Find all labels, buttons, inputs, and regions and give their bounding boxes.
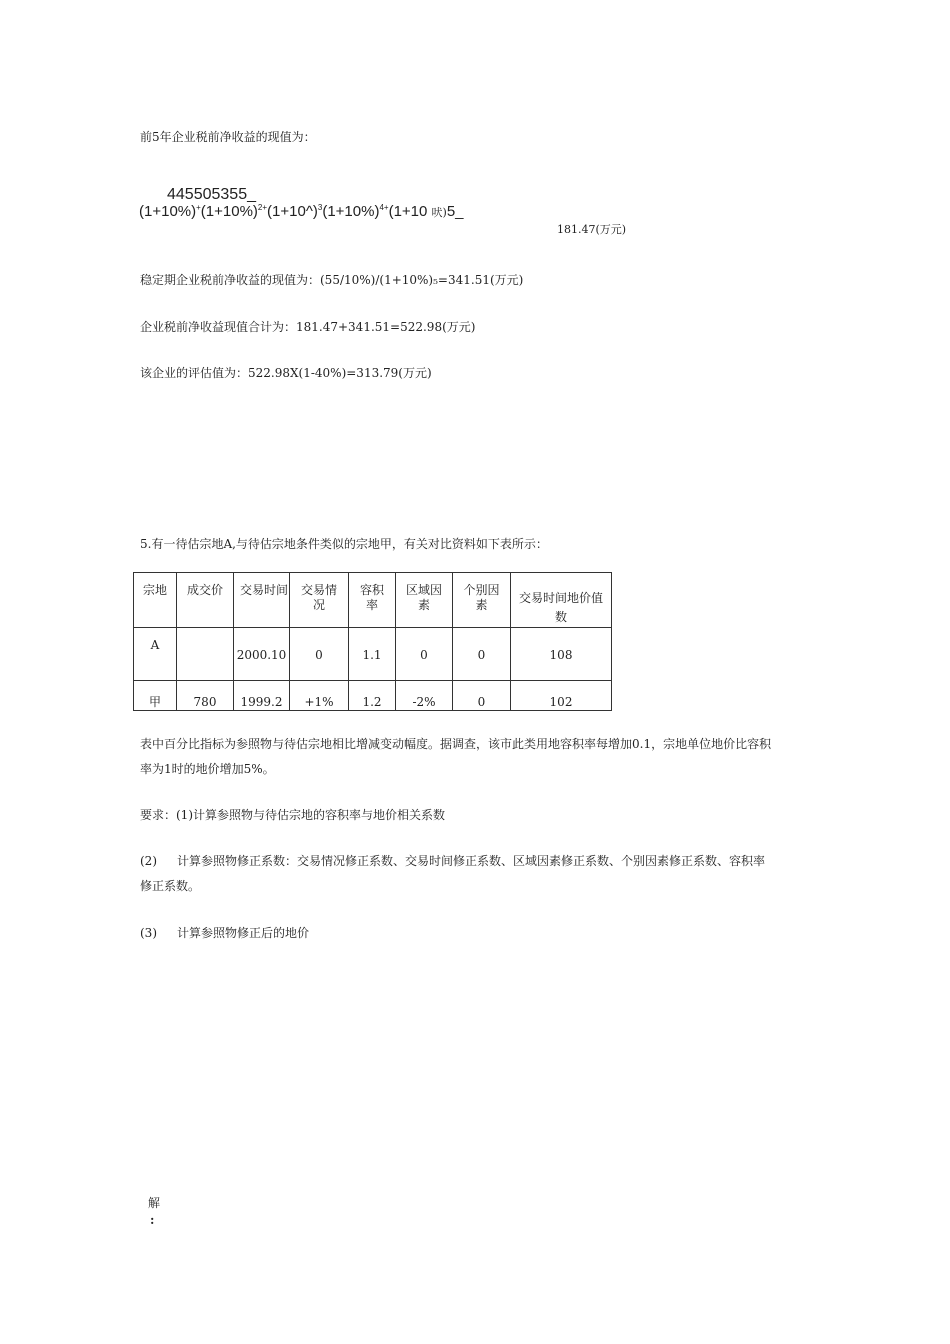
table-header-cell: 交易情况 bbox=[290, 573, 349, 628]
table-cell: 108 bbox=[549, 648, 573, 662]
formula-denominators bbox=[139, 203, 464, 221]
table-cell: 1.2 bbox=[362, 695, 382, 709]
requirement-1: 要求：(1)计算参照物与待估宗地的容积率与地价相关系数 bbox=[140, 808, 446, 822]
table-header-cell: 成交价 bbox=[177, 573, 234, 628]
table-cell: A bbox=[150, 638, 160, 652]
denominator-6: 5_ bbox=[446, 203, 464, 220]
denominator-4: (1+10%) bbox=[322, 203, 380, 220]
denominator-5: (1+10 bbox=[388, 203, 428, 220]
table-header-row bbox=[134, 573, 612, 628]
stable-period-text: 稳定期企业税前净收益的现值为：(55/10%)/(1+10%)₅=341.51(万元) bbox=[140, 273, 524, 287]
denominator-4-sup: 4+ bbox=[379, 203, 389, 212]
valuation-text: 该企业的评估值为：522.98X(1-40%)=313.79(万元) bbox=[140, 366, 432, 380]
table-cell: +1% bbox=[304, 695, 334, 709]
denominator-3: (1+10^) bbox=[267, 203, 318, 220]
note-line-2: 率为1时的地价增加5%。 bbox=[140, 762, 275, 776]
table-header-cell: 宗地 bbox=[134, 573, 177, 628]
pv-intro-text: 前5年企业税前净收益的现值为： bbox=[140, 130, 316, 144]
total-pv-text: 企业税前净收益现值合计为：181.47+341.51=522.98(万元) bbox=[140, 320, 476, 334]
table-cell: 0 bbox=[477, 648, 486, 662]
pv-result: 181.47(万元) bbox=[557, 223, 627, 236]
table-cell: 1.1 bbox=[362, 648, 382, 662]
requirement-3-text: 计算参照物修正后的地价 bbox=[177, 926, 310, 940]
requirement-2-line-2: 修正系数。 bbox=[140, 879, 201, 893]
table-cell: 0 bbox=[420, 648, 428, 662]
table-cell: 0 bbox=[315, 648, 323, 662]
formula-numerators: 445505355_ bbox=[167, 186, 256, 203]
table-cell: 0 bbox=[477, 695, 486, 709]
requirement-2-number: (2) bbox=[140, 854, 157, 868]
table-row bbox=[134, 681, 612, 711]
answer-colon: : bbox=[150, 1213, 155, 1227]
table-header-cell: 个别因素 bbox=[453, 573, 511, 628]
denominator-2: (1+10%) bbox=[200, 203, 258, 220]
note-line-1: 表中百分比指标为参照物与待估宗地相比增减变动幅度。据调查，该市此类用地容积率每增加0.1，宗地单位地价比容积 bbox=[140, 737, 772, 751]
answer-label: 解 bbox=[148, 1196, 161, 1210]
denominator-3-sup: 3 bbox=[317, 203, 323, 212]
table-cell: 102 bbox=[549, 695, 573, 709]
comparison-table bbox=[133, 572, 612, 711]
denominator-1: (1+10%) bbox=[139, 203, 197, 220]
denominator-1-sup: + bbox=[196, 203, 201, 212]
problem-5-heading: 5.有一待估宗地A,与待估宗地条件类似的宗地甲，有关对比资料如下表所示： bbox=[140, 537, 548, 551]
denominator-5-garbled: 吠) bbox=[431, 206, 447, 219]
table-cell bbox=[177, 628, 233, 648]
table-cell: 780 bbox=[193, 695, 217, 709]
table-cell: 2000.10 bbox=[236, 648, 287, 662]
requirement-3-number: (3) bbox=[140, 926, 157, 940]
requirement-2-line-1: 计算参照物修正系数：交易情况修正系数、交易时间修正系数、区域因素修正系数、个别因素修正系数、容积率 bbox=[177, 854, 766, 868]
table-header-cell: 区域因素 bbox=[396, 573, 453, 628]
denominator-2-sup: 2+ bbox=[257, 203, 268, 212]
table-cell: 甲 bbox=[148, 695, 161, 709]
table-header-cell: 容积率 bbox=[349, 573, 396, 628]
table-cell: -2% bbox=[412, 695, 436, 709]
table-row bbox=[134, 628, 612, 681]
table-header-cell: 交易时间地价值数 bbox=[511, 573, 612, 628]
table-header-cell: 交易时间 bbox=[234, 573, 290, 628]
table-cell: 1999.2 bbox=[240, 695, 283, 709]
